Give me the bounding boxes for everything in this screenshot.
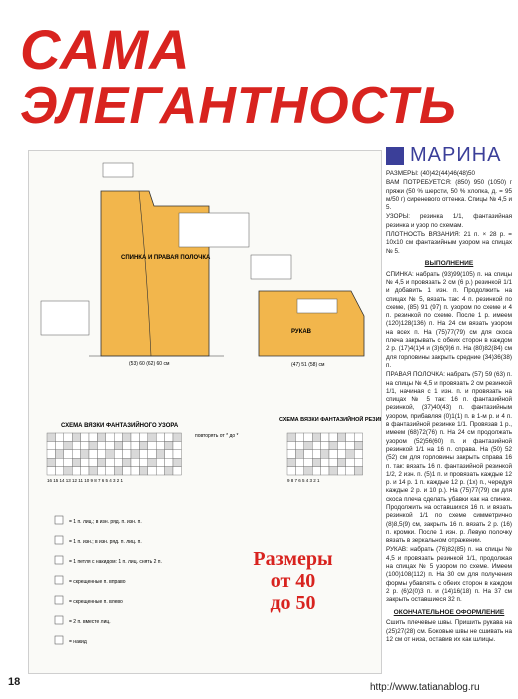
- chart-cell: [354, 441, 362, 449]
- legend-text: = 1 п. лиц.; в изн. ряд. п. изн. п.: [69, 519, 142, 525]
- instructions-column: [386, 170, 512, 645]
- chart-cell: [97, 433, 105, 441]
- bottom-width-label: (53) 60 (62) 60 см: [129, 361, 170, 367]
- chart-cell: [89, 458, 97, 466]
- chart-cell: [295, 433, 303, 441]
- chart-cell: [131, 433, 139, 441]
- legend-text: = накид: [69, 639, 87, 645]
- chart-cell: [97, 450, 105, 458]
- chart-cell: [304, 441, 312, 449]
- chart-cell: [89, 441, 97, 449]
- rib-pattern-chart: [279, 415, 381, 483]
- chart-cell: [173, 467, 181, 475]
- chart-cell: [346, 441, 354, 449]
- chart-cell: [148, 450, 156, 458]
- materials-paragraph: ВАМ ПОТРЕБУЕТСЯ: (850) 950 (1050) г пряжи (50 % шерсти, 50 % хлопка, д. = 95 м/50 г) сиреневого оттенка. Спицы № 4,5 и 5.: [386, 179, 512, 212]
- finishing-paragraph: Сшить плечевые швы. Пришить рукава на (25)27(28) см. Боковые швы не сшивать на 12 см от низа, оставив их как шлицы.: [386, 619, 512, 643]
- legend-text: = 1 п. изн.; в изн. ряд. п. лиц. п.: [69, 539, 142, 545]
- shelf-label: СПИНКА И ПРАВАЯ ПОЛОЧКА: [121, 255, 211, 261]
- chart-cell: [72, 467, 80, 475]
- chart-cell: [321, 433, 329, 441]
- chart-cell: [165, 450, 173, 458]
- chart-cell: [337, 450, 345, 458]
- chart-cell: [148, 433, 156, 441]
- shelf-schematic: [41, 163, 249, 367]
- chart-cell: [123, 467, 131, 475]
- chart-cell: [156, 458, 164, 466]
- note-box: [297, 299, 337, 313]
- chart-cell: [346, 467, 354, 475]
- chart-cell: [304, 467, 312, 475]
- legend-symbol-icon: [55, 556, 63, 564]
- chart-cell: [354, 458, 362, 466]
- author-square-icon: [386, 147, 404, 165]
- chart-cell: [139, 467, 147, 475]
- chart-cell: [72, 458, 80, 466]
- patterns-paragraph: УЗОРЫ: резинка 1/1, фантазийная резинка и узор по схемам.: [386, 213, 512, 229]
- chart-cell: [304, 450, 312, 458]
- chart-cell: [329, 450, 337, 458]
- chart-cell: [354, 467, 362, 475]
- sleeve-width-label: (47) 51 (58) см: [291, 362, 325, 368]
- chart-cell: [321, 450, 329, 458]
- sleeve-label: РУКАВ: [291, 329, 311, 335]
- chart-cell: [148, 441, 156, 449]
- chart-cell: [295, 458, 303, 466]
- chart-cell: [337, 441, 345, 449]
- chart-cell: [47, 458, 55, 466]
- chart-cell: [106, 441, 114, 449]
- section-heading-finishing: ОКОНЧАТЕЛЬНОЕ ОФОРМЛЕНИЕ: [393, 608, 505, 616]
- chart-cell: [81, 458, 89, 466]
- chart-cell: [97, 458, 105, 466]
- chart-cell: [321, 441, 329, 449]
- chart-cell: [72, 450, 80, 458]
- chart-cell: [72, 433, 80, 441]
- fancy-chart-title: СХЕМА ВЯЗКИ ФАНТАЗИЙНОГО УЗОРА: [61, 423, 179, 429]
- chart-cell: [165, 441, 173, 449]
- chart-cell: [329, 467, 337, 475]
- chart-cell: [114, 450, 122, 458]
- chart-cell: [156, 467, 164, 475]
- chart-cell: [47, 450, 55, 458]
- chart-cell: [337, 433, 345, 441]
- legend-symbol-icon: [55, 636, 63, 644]
- chart-cell: [165, 458, 173, 466]
- chart-cell: [123, 433, 131, 441]
- legend-text: = скрещенные п. влево: [69, 599, 123, 605]
- note-box: [179, 213, 249, 247]
- chart-cell: [304, 433, 312, 441]
- sizes-line-1: Размеры: [253, 548, 333, 570]
- chart-cell: [312, 441, 320, 449]
- symbol-legend: [55, 516, 162, 645]
- chart-cell: [148, 458, 156, 466]
- note-box: [103, 163, 133, 177]
- legend-symbol-icon: [55, 616, 63, 624]
- chart-cell: [97, 467, 105, 475]
- chart-cell: [346, 458, 354, 466]
- section-heading-execution: ВЫПОЛНЕНИЕ: [424, 259, 474, 267]
- chart-cell: [287, 458, 295, 466]
- chart-cell: [337, 467, 345, 475]
- author-name: МАРИНА: [410, 144, 502, 166]
- chart-cell: [64, 433, 72, 441]
- chart-cell: [47, 433, 55, 441]
- sleeve-schematic: [251, 255, 364, 368]
- chart-cell: [295, 450, 303, 458]
- legend-symbol-icon: [55, 596, 63, 604]
- chart-cell: [321, 467, 329, 475]
- chart-cell: [106, 450, 114, 458]
- chart-cell: [346, 433, 354, 441]
- chart-cell: [114, 458, 122, 466]
- chart-cell: [106, 433, 114, 441]
- sizes-paragraph: РАЗМЕРЫ: (40)42(44)46(48)50: [386, 170, 476, 177]
- legend-text: = 2 п. вместе лиц.: [69, 619, 111, 625]
- legend-symbol-icon: [55, 576, 63, 584]
- chart-cell: [156, 441, 164, 449]
- chart-cell: [329, 458, 337, 466]
- chart-cell: [321, 458, 329, 466]
- watermark-url: http://www.tatianablog.ru: [370, 682, 480, 693]
- chart-cell: [148, 467, 156, 475]
- legend-symbol-icon: [55, 516, 63, 524]
- chart-cell: [131, 458, 139, 466]
- chart-cell: [312, 433, 320, 441]
- chart-cell: [165, 433, 173, 441]
- legend-text: = 1 петля с накидом: 1 п. лиц. снять 2 п.: [69, 559, 162, 565]
- rib-chart-title: СХЕМА ВЯЗКИ ФАНТАЗИЙНОЙ РЕЗИНКИ: [279, 417, 381, 423]
- chart-cell: [55, 450, 63, 458]
- author-tag: [386, 144, 502, 167]
- chart-cell: [114, 467, 122, 475]
- chart-cell: [139, 450, 147, 458]
- chart-cell: [295, 441, 303, 449]
- chart-cell: [156, 433, 164, 441]
- gauge-paragraph: ПЛОТНОСТЬ ВЯЗАНИЯ: 21 п. × 28 р. = 10х10 см фантазийным узором на спицах № 5.: [386, 231, 512, 255]
- chart-cell: [173, 450, 181, 458]
- chart-cell: [173, 433, 181, 441]
- legend-symbol-icon: [55, 536, 63, 544]
- chart-cell: [173, 441, 181, 449]
- chart-cell: [131, 467, 139, 475]
- chart-cell: [106, 458, 114, 466]
- chart-cell: [55, 433, 63, 441]
- chart-cell: [139, 441, 147, 449]
- chart-cell: [106, 467, 114, 475]
- chart-cell: [123, 441, 131, 449]
- chart-cell: [329, 441, 337, 449]
- chart-cell: [165, 467, 173, 475]
- front-paragraph: ПРАВАЯ ПОЛОЧКА: набрать (57) 59 (63) п. на спицы № 4,5 и провязать 2 см резинкой 1/1, начиная с 1 изн. п. и провязать на спицах № 5 так: 16 п. фантазийной резинкой, (37)40(43) п. фантазийным узором, прибавляя (0)1(1) п. в 1-м р. и 4 п. в фантазийной резинке 1/1. Провязав 1 р., имеем (68)72(76) п. На 24 см продолжать узором (52)56(60) п. и фантазийной резинкой 1/1 на 16 п. справа. На (50) 52 (52) см для горловины закрыть справа 16 п. так: вязать 16 п. фантазийной резинкой 1/2, 2 изн. п. (5)1 п. и провязать каждые 12 р. и 14 р. 1 п. каждые 12 р. (1х) п., чередуя каждые 2 р. и 10 р.). На (75)77(79) см для скоса плеча сделать убавки как на спинке. Продолжить на оставшихся 16 п. и вязать резинкой 1/1 по схеме симметрично (8)8,5(9) см, закрыть 16 п. вязать 2 р. (16) п. кромки. После 1 изн. р. Левую полочку вязать в зеркальном отражении.: [386, 371, 512, 545]
- chart-cell: [139, 458, 147, 466]
- page-number: 18: [8, 676, 21, 688]
- title-line-1: САМА: [20, 18, 191, 81]
- chart-cell: [64, 467, 72, 475]
- back-paragraph: СПИНКА: набрать (93)99(105) п. на спицы № 4,5 и провязать 2 см (6 р.) резинкой 1/1 и добавить 1 изн. п. Продолжить на спицах № 5, вязать так: 4 п. резинкой по схеме, (85) 91 (97) п. узором по схеме и 4 п. резинкой по схеме. После 1 р. имеем (120)128(136) п. На 24 см вязать узором на всех п. На (75)77(79) см для скоса плеча закрывать с обеих сторон в каждом 2 р. (17)4(1)4 и (3)6(9)6 п. На (80)82(84) см для горловины закрыть средние (34)36(38) п.: [386, 270, 512, 369]
- fancy-pattern-chart: [47, 421, 239, 483]
- note-box: [41, 301, 89, 335]
- chart-cell: [156, 450, 164, 458]
- fancy-column-numbers: 16 15 14 13 12 11 10 9 8 7 6 5 4 3 2 1: [47, 478, 123, 483]
- chart-cell: [337, 458, 345, 466]
- sizes-callout: [208, 548, 378, 614]
- chart-cell: [89, 433, 97, 441]
- sizes-line-2: от 40: [270, 570, 316, 592]
- chart-cell: [55, 441, 63, 449]
- chart-cell: [329, 433, 337, 441]
- chart-cell: [287, 433, 295, 441]
- title-line-2: ЭЛЕГАНТНОСТЬ: [20, 77, 457, 135]
- note-box: [251, 255, 291, 279]
- chart-cell: [64, 458, 72, 466]
- chart-cell: [81, 441, 89, 449]
- chart-cell: [354, 450, 362, 458]
- chart-cell: [114, 433, 122, 441]
- chart-cell: [287, 450, 295, 458]
- sizes-line-3: до 50: [270, 592, 316, 614]
- chart-cell: [304, 458, 312, 466]
- chart-cell: [139, 433, 147, 441]
- chart-cell: [312, 450, 320, 458]
- chart-cell: [47, 441, 55, 449]
- chart-cell: [173, 458, 181, 466]
- chart-cell: [89, 450, 97, 458]
- chart-cell: [312, 458, 320, 466]
- chart-cell: [123, 458, 131, 466]
- chart-cell: [55, 458, 63, 466]
- chart-cell: [131, 450, 139, 458]
- chart-cell: [47, 467, 55, 475]
- chart-cell: [97, 441, 105, 449]
- chart-cell: [81, 433, 89, 441]
- chart-cell: [89, 467, 97, 475]
- chart-cell: [81, 467, 89, 475]
- chart-cell: [346, 450, 354, 458]
- legend-text: = скрещенные п. вправо: [69, 579, 126, 585]
- chart-cell: [55, 467, 63, 475]
- chart-cell: [72, 441, 80, 449]
- chart-cell: [64, 441, 72, 449]
- chart-cell: [295, 467, 303, 475]
- chart-cell: [114, 441, 122, 449]
- chart-cell: [81, 450, 89, 458]
- chart-cell: [64, 450, 72, 458]
- sleeve-paragraph: РУКАВ: набрать (76)82(85) п. на спицы № 4,5 и провязать резинкой 1/1, продолжая на спицах № 5 узором по схеме. Имеем (100)108(112) п. На 30 см для получения формы убавлять с обеих сторон в каждом 2 р. (6)2(0)3 п. и (14)16(18) п. На 37 см закрыть оставшиеся 32 п.: [386, 546, 512, 604]
- repeat-label: повторять от * до *: [195, 433, 239, 439]
- chart-cell: [354, 433, 362, 441]
- chart-cell: [287, 467, 295, 475]
- chart-cell: [123, 450, 131, 458]
- rib-column-numbers: 9 8 7 6 5 4 3 2 1: [287, 478, 320, 483]
- chart-cell: [312, 467, 320, 475]
- chart-cell: [287, 441, 295, 449]
- chart-cell: [131, 441, 139, 449]
